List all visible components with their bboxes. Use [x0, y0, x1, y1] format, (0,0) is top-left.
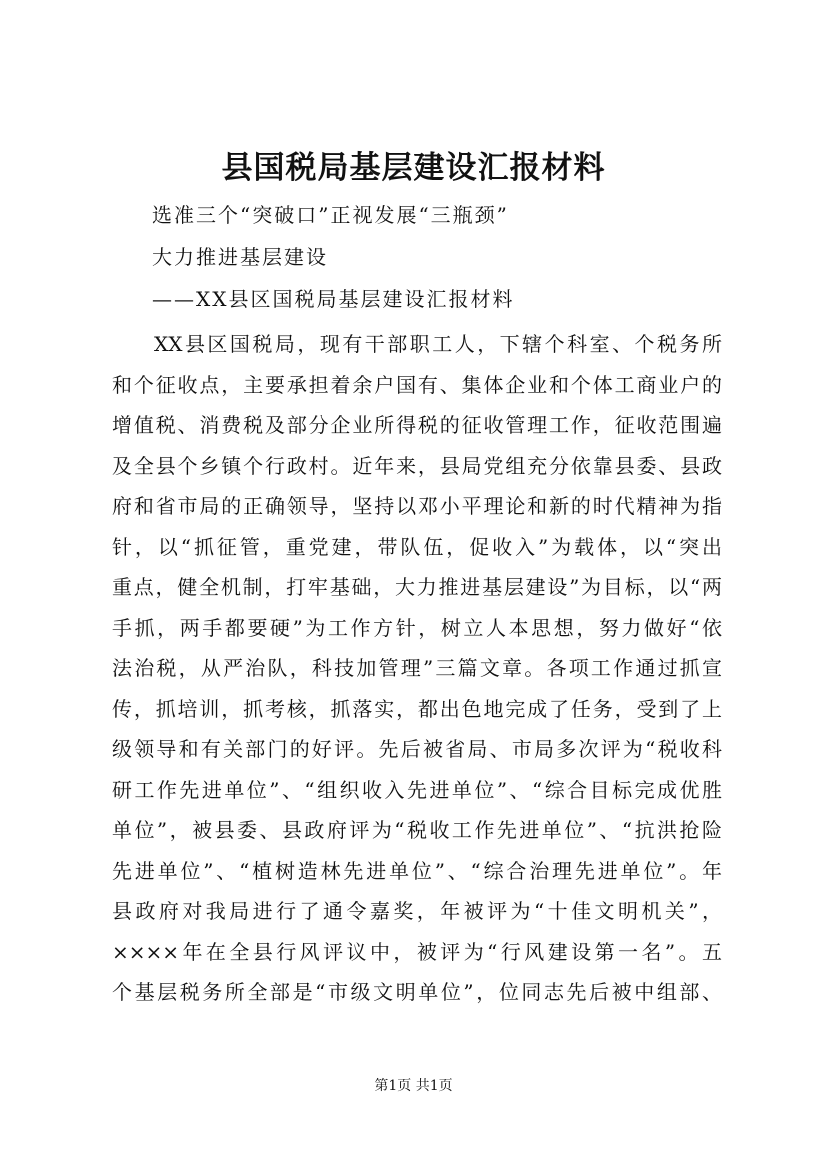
subtitle-line-3: ——XX县区国税局基层建设汇报材料 [152, 287, 515, 311]
page-title: 县国税局基层建设汇报材料 [221, 150, 606, 186]
body-line: 针，以“抓征管，重党建，带队伍，促收入”为载体，以“突出 [112, 534, 722, 559]
body-line: 和个征收点，主要承担着余户国有、集体企业和个体工商业户的 [112, 372, 722, 397]
body-line: 重点，健全机制，打牢基础，大力推进基层建设”为目标，以“两 [112, 575, 722, 599]
body-line: 个基层税务所全部是“市级文明单位”，位同志先后被中组部、 [112, 980, 722, 1004]
body-line: 研工作先进单位”、“组织收入先进单位”、“综合目标完成优胜 [112, 777, 722, 802]
body-line: 县政府对我局进行了通令嘉奖，年被评为“十佳文明机关”， [112, 899, 722, 923]
subtitle-line-1: 选准三个“突破口”正视发展“三瓶颈” [152, 203, 509, 227]
body-line: 增值税、消费税及部分企业所得税的征收管理工作，征收范围遍 [112, 413, 722, 437]
body-line: 先进单位”、“植树造林先进单位”、“综合治理先进单位”。年 [112, 858, 722, 883]
body-line: 传，抓培训，抓考核，抓落实，都出色地完成了任务，受到了上 [112, 696, 722, 721]
subtitle-line-2: 大力推进基层建设 [152, 245, 328, 269]
body-line: 及全县个乡镇个行政村。近年来，县局党组充分依靠县委、县政 [112, 453, 722, 478]
body-line: ××××年在全县行风评议中，被评为“行风建设第一名”。五 [112, 939, 722, 964]
body-line: 手抓，两手都要硬”为工作方针，树立人本思想，努力做好“依 [112, 615, 722, 640]
body-line: 级领导和有关部门的好评。先后被省局、市局多次评为“税收科 [112, 737, 722, 761]
body-line: 府和省市局的正确领导，坚持以邓小平理论和新的时代精神为指 [112, 494, 722, 518]
body-line: XX县区国税局，现有干部职工人，下辖个科室、个税务所 [154, 332, 722, 356]
body-paragraph [112, 324, 722, 1013]
page-footer: 第1页 共1页 [374, 1078, 453, 1094]
body-line: 单位”，被县委、县政府评为“税收工作先进单位”、“抗洪抢险 [112, 818, 722, 842]
body-line: 法治税，从严治队，科技加管理”三篇文章。各项工作通过抓宣 [112, 656, 722, 680]
